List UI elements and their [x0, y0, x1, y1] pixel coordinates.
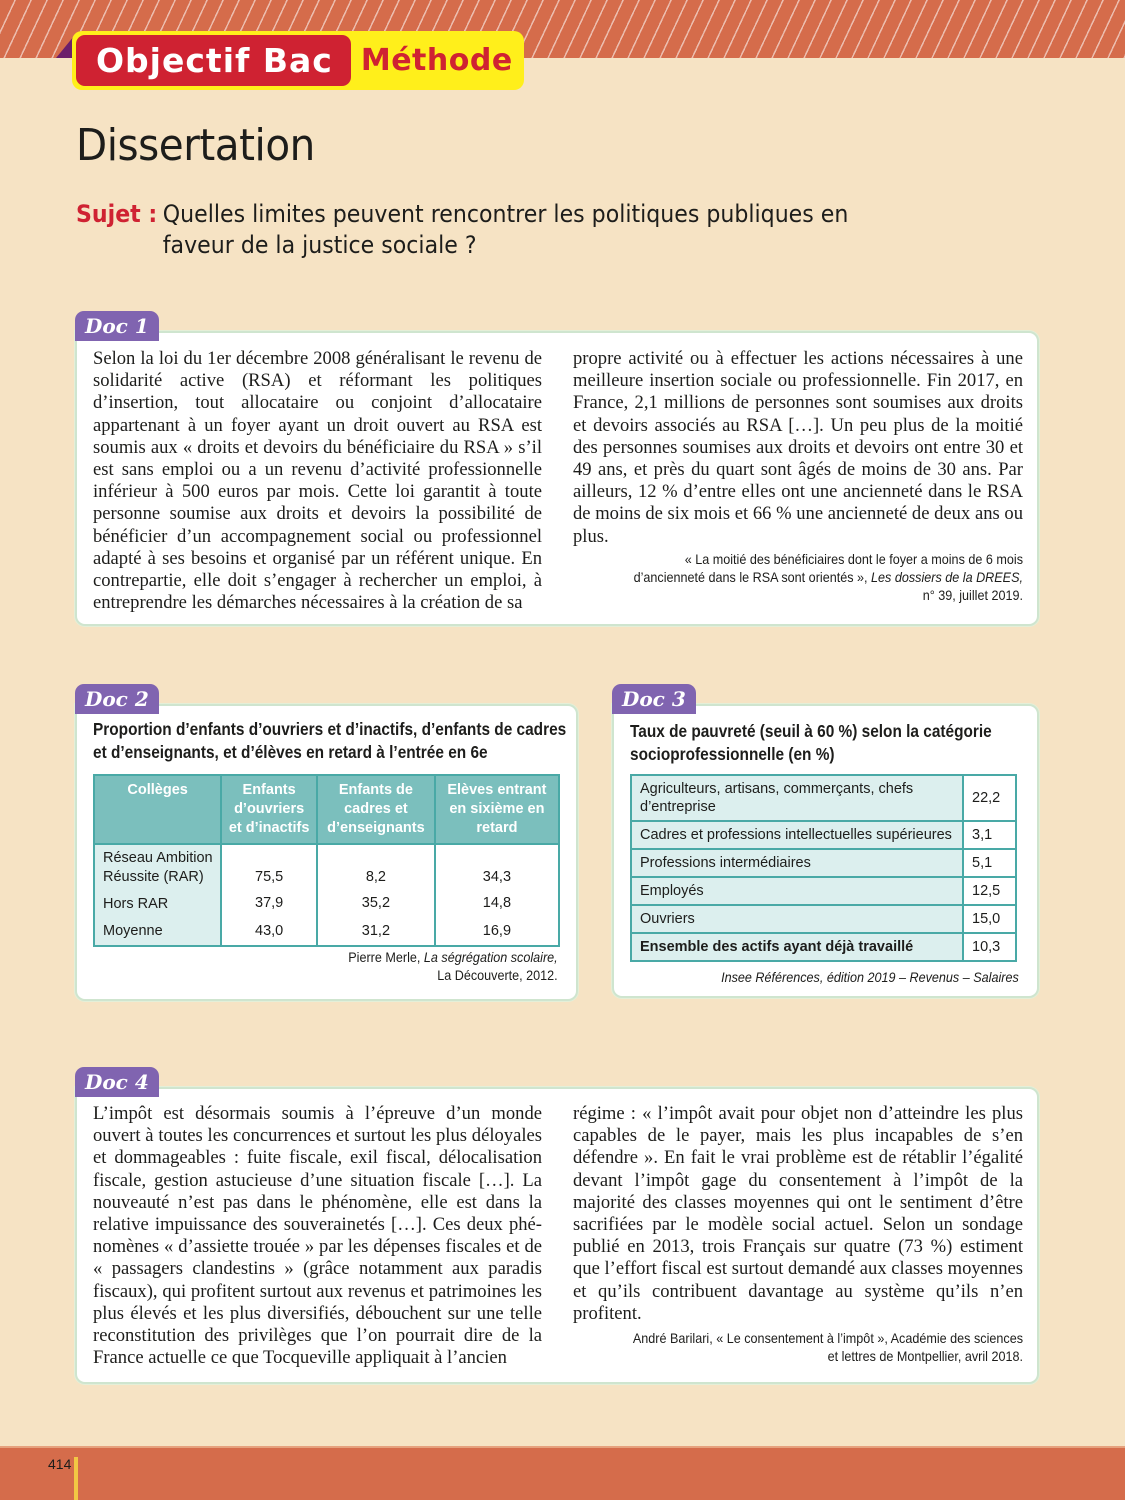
table-row-total: [631, 933, 1016, 961]
doc4-column-1: L’impôt est désormais soumis à l’épreuve d’un monde ouvert à toutes les concurrences et surtout les plus déloyales et dommageables : fuite fiscale, exil fiscal, délocalisation fiscale, gestion astucieuse d’une situation fiscale […]. La nouveauté n’est pas dans le phénomène, elle est dans la relative impuissance des souverainetés […]. Ces deux phénomènes « d’assiette trouée » par les dépenses fiscales et de « passagers clandestins » (grâce notamment aux paradis fiscaux), qui profitent surtout aux revenus et patrimoines les plus élevés et les plus diversifiés, débouchent sur une telle reconstitution des privilèges que l’on pourrait dire de la France actuelle ce que Tocqueville appliquait à l’ancien: [93, 1103, 542, 1369]
doc4-source: [618, 1329, 1023, 1365]
cell-value: 5,1: [963, 849, 1016, 877]
doc1-source-line2: [618, 568, 1023, 586]
doc1-source: [618, 550, 1023, 604]
doc1-tab: Doc 1: [75, 311, 159, 341]
cell-value: 22,2: [963, 775, 1016, 821]
doc3-title-line2: socioprofessionnelle (en %): [630, 744, 835, 764]
row-label: Réseau Ambition Réussite (RAR): [94, 844, 221, 889]
cell-value: 12,5: [963, 877, 1016, 905]
doc2-title: [93, 718, 631, 764]
doc3-source-text: Insee Références, édition 2019 – Revenus – Salaires: [721, 969, 1019, 985]
row-label: Agriculteurs, artisans, commerçants, chefs d’entreprise: [631, 775, 963, 821]
table-row: [94, 889, 559, 918]
row-label: Hors RAR: [94, 889, 221, 918]
cell-value: 8,2: [317, 844, 435, 889]
doc2-card: [75, 704, 578, 1001]
table-row: [94, 918, 559, 946]
doc4-column-2-wrapper: [573, 1103, 1023, 1365]
doc2-tab: Doc 2: [75, 684, 159, 714]
doc2-source-title: La ségrégation scolaire,: [424, 949, 558, 965]
table-row: [631, 775, 1016, 821]
doc1-column-1: Selon la loi du 1er décembre 2008 généralisant le revenu de solidarité active (RSA) et réformant les politiques d’insertion, tout allocataire ou conjoint d’allocataire appartenant à un foyer ayant un droit ouvert au RSA est soumis aux « droits et devoirs du bénéficiaire du RSA » s’il est sans emploi ou a un revenu d’activité professionnelle inférieur à 500 euros par mois. Cette loi garantit à toute personne soumise aux droits et devoirs la possibilité de bénéficier d’un accompagnement social ou professionnel adapté à ses besoins et organisé par un référent unique. En contrepartie, elle doit s’engager à rechercher un emploi, à entreprendre les démarches nécessaires à la création de sa: [93, 348, 542, 614]
cell-value: 31,2: [317, 918, 435, 946]
row-label: Employés: [631, 877, 963, 905]
doc4-column-2: régime : « l’impôt avait pour objet non d’atteindre les plus capables de le payer, mais les plus incapables de s’en défendre ». En fait le vrai problème est de rétablir l’égalité devant l’impôt gage du consentement à l’impôt de la majorité des classes moyennes qui ont le sentiment d’être sacrifiées par le modèle social actuel. Selon un sondage publié en 2013, trois Français sur quatre (73 %) estiment que l’effort fiscal est surtout demandé aux classes moyennes et qu’ils contribuent davantage au système qu’ils n’en profitent.: [573, 1103, 1023, 1324]
cell-value: 35,2: [317, 889, 435, 918]
doc2-title-line2: et d’enseignants, et d’élèves en retard à l’entrée en 6e: [93, 742, 488, 762]
doc2-source-publisher: La Découverte, 2012.: [437, 967, 558, 983]
badge-secondary-label: Méthode: [360, 43, 513, 78]
doc3-title: [630, 720, 1041, 766]
doc2-col-header: Enfants d’ouvriers et d’inactifs: [221, 775, 317, 844]
cell-value: 16,9: [435, 918, 559, 946]
table-row: [631, 821, 1016, 849]
cell-value: 43,0: [221, 918, 317, 946]
doc1-source-line3: n° 39, juillet 2019.: [922, 586, 1023, 603]
badge-main-label: Objectif Bac: [76, 35, 351, 86]
subject-label: Sujet :: [76, 200, 158, 228]
cell-value: 37,9: [221, 889, 317, 918]
page-title: Dissertation: [76, 120, 315, 171]
doc2-col-header: Elèves entrant en sixième en retard: [435, 775, 559, 844]
row-label: Moyenne: [94, 918, 221, 946]
cell-value: 3,1: [963, 821, 1016, 849]
doc1-column-2-wrapper: [573, 348, 1023, 604]
doc1-source-plain: d’ancienneté dans le RSA sont orientés »,: [633, 568, 872, 585]
doc3-title-line1: Taux de pauvreté (seuil à 60 %) selon la catégorie: [630, 721, 992, 741]
doc3-card: [612, 704, 1039, 998]
cell-value: 10,3: [963, 933, 1016, 961]
page-number: 414: [48, 1456, 72, 1472]
doc2-table-header: [94, 775, 559, 844]
row-label: Cadres et professions intellectuelles supérieures: [631, 821, 963, 849]
doc3-tab: Doc 3: [612, 684, 696, 714]
doc2-table: [93, 774, 560, 947]
page-number-bar: [74, 1457, 78, 1500]
subject-text: Quelles limites peuvent rencontrer les politiques publiques en faveur de la justice sociale ?: [162, 200, 849, 259]
doc4-card: [75, 1087, 1039, 1384]
subject: [76, 199, 904, 261]
bottom-band: [0, 1446, 1125, 1500]
doc2-col-header: Collèges: [94, 775, 221, 844]
doc2-source: [349, 948, 558, 984]
doc1-source-italic: Les dossiers de la DREES,: [871, 568, 1023, 585]
doc2-title-line1: Proportion d’enfants d’ouvriers et d’inactifs, d’enfants de cadres: [93, 719, 567, 739]
doc4-source-line2: et lettres de Montpellier, avril 2018.: [827, 1348, 1023, 1365]
objectif-bac-badge: [72, 31, 524, 90]
table-row: [94, 844, 559, 889]
row-label: Professions intermédiaires: [631, 849, 963, 877]
doc3-source: [721, 968, 1019, 986]
cell-value: 14,8: [435, 889, 559, 918]
doc4-tab: Doc 4: [75, 1067, 159, 1097]
doc3-table: [630, 774, 1017, 962]
doc1-column-2: propre activité ou à effectuer les actions nécessaires à une meilleure insertion sociale ou professionnelle. Fin 2017, en France, 2,1 millions de personnes sont soumises aux droits et devoirs associés au RSA […]. Un peu plus de la moitié des personnes soumises aux droits et devoirs ont entre 30 et 49 ans, et près du quart sont âgés de moins de 30 ans. Par ailleurs, 12 % d’entre elles ont une ancienneté dans le RSA de moins de six mois et 66 % une ancienneté de deux ans ou plus.: [573, 348, 1023, 547]
doc2-source-author: Pierre Merle,: [348, 949, 425, 965]
cell-value: 15,0: [963, 905, 1016, 933]
doc2-source-line1: [349, 948, 558, 966]
row-label: Ensemble des actifs ayant déjà travaillé: [631, 933, 963, 961]
doc4-source-line1: André Barilari, « Le consentement à l’impôt », Académie des sciences: [632, 1330, 1023, 1347]
row-label: Ouvriers: [631, 905, 963, 933]
table-row: [631, 849, 1016, 877]
doc1-source-line1: « La moitié des bénéficiaires dont le foyer a moins de 6 mois: [684, 550, 1023, 567]
table-row: [631, 905, 1016, 933]
doc2-col-header: Enfants de cadres et d’enseignants: [317, 775, 435, 844]
cell-value: 75,5: [221, 844, 317, 889]
cell-value: 34,3: [435, 844, 559, 889]
table-row: [631, 877, 1016, 905]
doc1-card: [75, 331, 1039, 626]
